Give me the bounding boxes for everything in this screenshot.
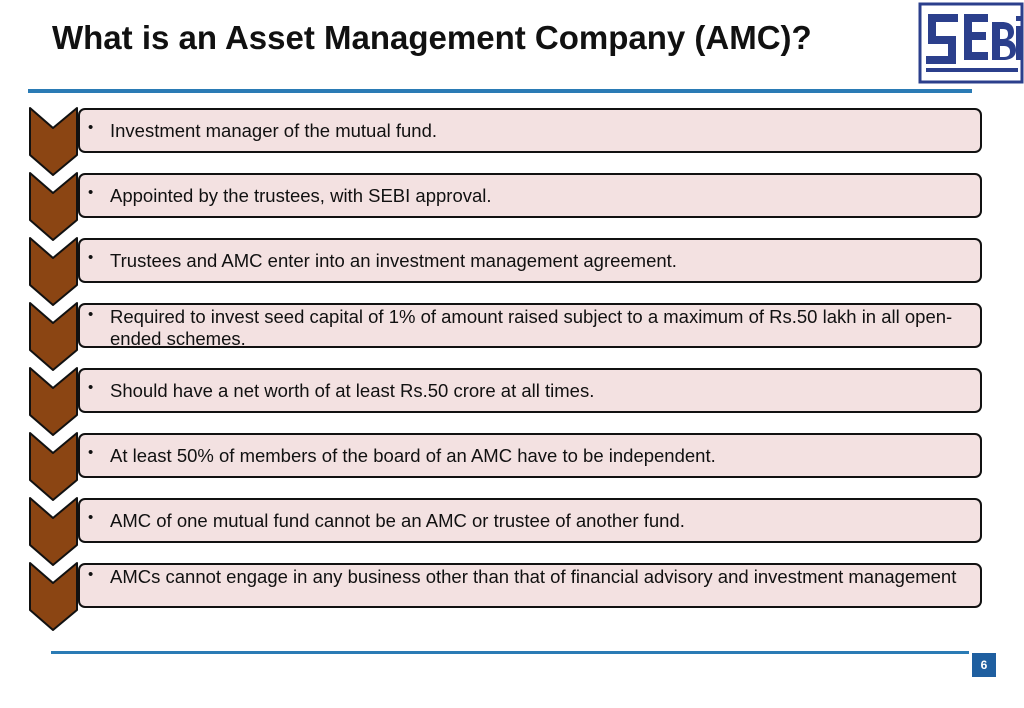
title-divider (28, 89, 972, 93)
list-item-text: Required to invest seed capital of 1% of amount raised subject to a maximum of Rs.50 lakh in all open-ended schemes. (110, 306, 953, 349)
bullet-icon: • (88, 509, 94, 526)
chevron-icon (30, 498, 77, 565)
list-item-text: Should have a net worth of at least Rs.50 crore at all times. (110, 380, 595, 401)
sebi-logo-icon (918, 2, 1024, 84)
list-item (78, 368, 982, 413)
list-item (78, 433, 982, 478)
chevron-icon (30, 238, 77, 305)
bullet-icon: • (88, 184, 94, 201)
list-item (78, 173, 982, 218)
list-item-text: AMC of one mutual fund cannot be an AMC or trustee of another fund. (110, 510, 685, 531)
bullet-icon: • (88, 249, 94, 266)
chevron-icon (30, 433, 77, 500)
chevron-column (0, 0, 90, 640)
list-item-text: Appointed by the trustees, with SEBI approval. (110, 185, 492, 206)
bullet-icon: • (88, 379, 94, 396)
page-number-badge: 6 (972, 653, 996, 677)
bullet-icon: • (88, 119, 94, 136)
bullet-icon: • (88, 306, 94, 323)
list-item-text: Investment manager of the mutual fund. (110, 120, 438, 141)
list-item-text: Trustees and AMC enter into an investment management agreement. (110, 250, 677, 271)
chevron-icon (30, 563, 77, 630)
bullet-icon: • (88, 566, 94, 583)
list-item-text: AMCs cannot engage in any business other than that of financial advisory and investment management (110, 566, 957, 587)
footer-divider (51, 651, 969, 654)
bullet-icon: • (88, 444, 94, 461)
chevron-icon (30, 368, 77, 435)
list-item (78, 563, 982, 608)
slide-title: What is an Asset Management Company (AMC)? (52, 19, 812, 56)
list-item (78, 498, 982, 543)
list-item-text: At least 50% of members of the board of an AMC have to be independent. (110, 445, 716, 466)
list-item (78, 238, 982, 283)
chevron-icon (30, 108, 77, 175)
list-item (78, 303, 982, 348)
chevron-icon (30, 303, 77, 370)
list-item (78, 108, 982, 153)
chevron-icon (30, 173, 77, 240)
